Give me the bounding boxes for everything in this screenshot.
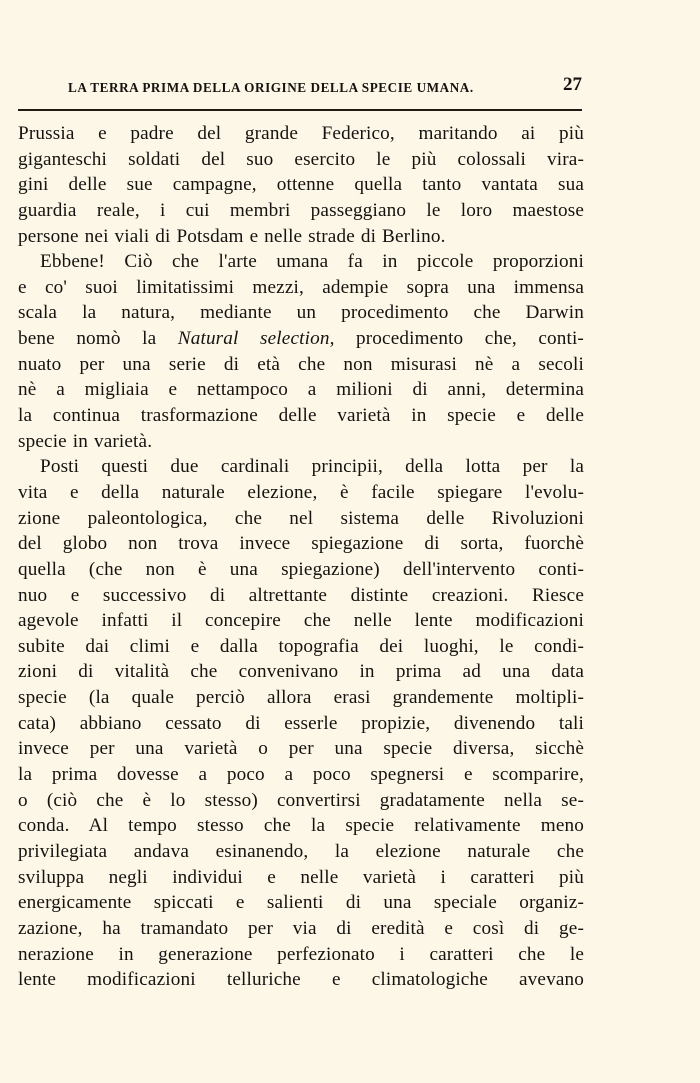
text-line: del globo non trova invece spiegazione di sorta, fuorchè — [18, 533, 584, 555]
text-line: scala la natura, mediante un procedimento che Darwin — [18, 302, 584, 324]
text-line: quella (che non è una spiegazione) dell'intervento conti- — [18, 558, 584, 580]
running-head — [18, 74, 588, 102]
text-line: giganteschi soldati del suo esercito le più colossali vira- — [18, 148, 584, 170]
header-rule — [18, 109, 582, 111]
text-line: zazione, ha tramandato per via di eredità e così di ge- — [18, 917, 584, 939]
text-line: conda. Al tempo stesso che la specie relativamente meno — [18, 815, 584, 837]
text-line: Ebbene! Ciò che l'arte umana fa in piccole proporzioni — [40, 251, 584, 273]
text-run: procedimento che, conti- — [334, 328, 584, 350]
running-title: LA TERRA PRIMA DELLA ORIGINE DELLA SPECIE UMANA. — [68, 80, 474, 95]
text-line: energicamente spiccati e salienti di una speciale organiz- — [18, 892, 584, 914]
text-line: o (ciò che è lo stesso) convertirsi gradatamente nella se- — [18, 789, 584, 811]
text-line: cata) abbiano cessato di esserle propizie, divenendo tali — [18, 712, 584, 734]
page-number: 27 — [563, 74, 582, 95]
text-line: guardia reale, i cui membri passeggiano le loro maestose — [18, 199, 584, 221]
text-line: agevole infatti il concepire che nelle lente modificazioni — [18, 610, 584, 632]
text-line: vita e della naturale elezione, è facile spiegare l'evolu- — [18, 481, 584, 503]
text-line: nuato per una serie di età che non misurasi nè a secoli — [18, 353, 584, 375]
text-line: privilegiata andava esinanendo, la elezione naturale che — [18, 840, 584, 862]
text-line: zioni di vitalità che convenivano in prima ad una data — [18, 661, 584, 683]
italic-term: Natural selection, — [177, 328, 335, 350]
text-line: specie in varietà. — [18, 430, 153, 452]
text-line: Prussia e padre del grande Federico, maritando ai più — [18, 123, 584, 144]
text-line: nuo e successivo di altrettante distinte creazioni. Riesce — [18, 584, 584, 606]
text-line: subite dai climi e dalla topografia dei luoghi, le condi- — [18, 635, 584, 657]
text-line: persone nei viali di Potsdam e nelle strade di Berlino. — [18, 225, 446, 247]
text-line: specie (la quale perciò allora erasi grandemente moltipli- — [18, 687, 584, 709]
text-line: gini delle sue campagne, ottenne quella tanto vantata sua — [18, 174, 584, 196]
text-line: invece per una varietà o per una specie diversa, sicchè — [18, 738, 584, 760]
text-line: Posti questi due cardinali principii, della lotta per la — [40, 456, 584, 478]
text-line: la prima dovesse a poco a poco spegnersi e scomparire, — [18, 764, 584, 786]
body-text — [18, 121, 584, 993]
text-line: zione paleontologica, che nel sistema delle Rivoluzioni — [18, 507, 584, 529]
text-line: nè a migliaia e nettampoco a milioni di anni, determina — [18, 379, 584, 401]
text-line-with-italic — [18, 326, 584, 352]
text-run: bene nomò la — [18, 328, 178, 350]
text-line: la continua trasformazione delle varietà in specie e delle — [18, 405, 584, 427]
text-line: sviluppa negli individui e nelle varietà i caratteri più — [18, 866, 584, 888]
text-line: e co' suoi limitatissimi mezzi, adempie sopra una immensa — [18, 276, 584, 298]
text-line: nerazione in generazione perfezionato i caratteri che le — [18, 943, 584, 965]
text-line: lente modificazioni telluriche e climatologiche avevano — [18, 969, 584, 991]
